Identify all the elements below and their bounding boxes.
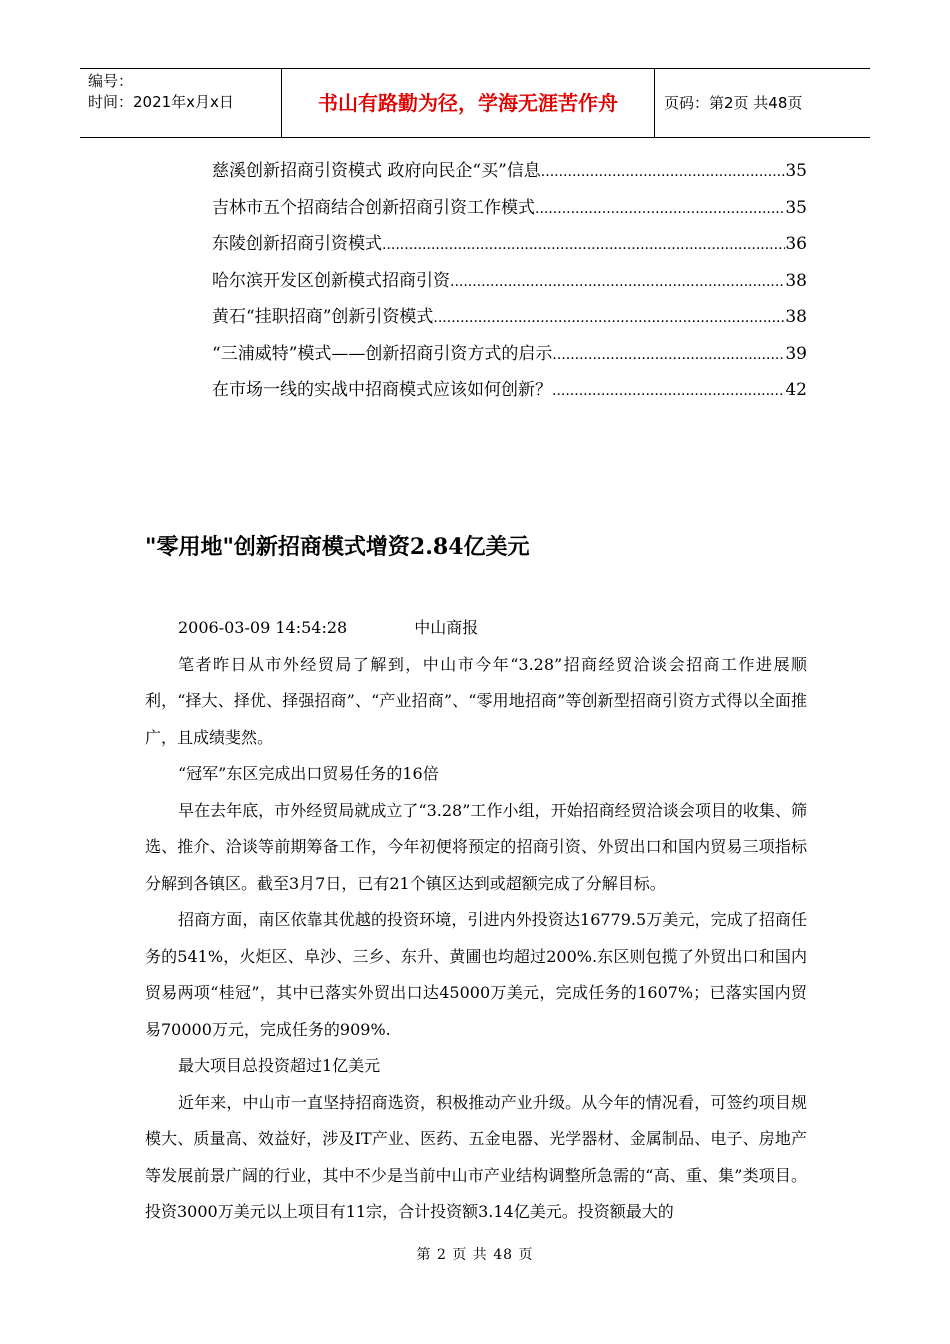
article-title: "零用地"创新招商模式增资2.84亿美元 <box>145 534 530 560</box>
article-paragraph: 近年来，中山市一直坚持招商选资，积极推动产业升级。从今年的情况看，可签约项目规模大、质量高、效益好，涉及IT产业、医药、五金电器、光学器材、金属制品、电子、房地产等发展前景广阔的行业，其中不少是当前中山市产业结构调整所急需的“高、重、集”类项目。投资3000万美元以上项目有11宗，合计投资额3.14亿美元。投资额最大的 <box>145 1092 807 1221</box>
toc-entry-title: 吉林市五个招商结合创新招商引资工作模式 <box>212 197 535 218</box>
toc-entry-page: 42 <box>785 380 807 400</box>
article-date: 2006-03-09 14:54:28 <box>178 618 348 637</box>
header-left <box>80 69 280 137</box>
toc-entry-title: 哈尔滨开发区创新模式招商引资 <box>212 270 450 291</box>
toc-entry-page: 39 <box>785 343 807 364</box>
toc-entry[interactable] <box>212 229 807 266</box>
toc-entry[interactable] <box>212 193 807 230</box>
toc-entry-title: 慈溪创新招商引资模式 政府向民企“买”信息 <box>212 161 541 181</box>
toc-entry[interactable] <box>212 339 807 376</box>
toc-entry-page: 36 <box>785 234 807 254</box>
toc-leader-dots <box>535 194 785 224</box>
toc-entry-page: 35 <box>785 197 807 218</box>
header-date-label: 时间：2021年x月x日 <box>88 93 234 111</box>
article-subheading: “冠军”东区完成出口贸易任务的16倍 <box>178 764 439 783</box>
toc-entry-page: 38 <box>785 307 807 327</box>
toc-entry-title: 东陵创新招商引资模式 <box>212 234 382 254</box>
table-of-contents <box>212 156 807 412</box>
article-source: 中山商报 <box>414 618 479 637</box>
header-motto: 书山有路勤为径，学海无涯苦作舟 <box>281 69 655 137</box>
article-paragraph: 早在去年底，市外经贸局就成立了“3.28”工作小组，开始招商经贸洽谈会项目的收集、筛选、推介、洽谈等前期筹备工作，今年初便将预定的招商引资、外贸出口和国内贸易三项指标分解到各镇区。截至3月7日，已有21个镇区达到或超额完成了分解目标。 <box>145 800 807 893</box>
toc-leader-dots <box>552 376 785 406</box>
toc-entry[interactable] <box>212 156 807 193</box>
toc-entry-title: 黄石“挂职招商”创新引资模式 <box>212 307 434 327</box>
toc-entry[interactable] <box>212 302 807 339</box>
article-paragraph: 笔者昨日从市外经贸局了解到，中山市今年“3.28”招商经贸洽谈会招商工作进展顺利，“择大、择优、择强招商”、“产业招商”、“零用地招商”等创新型招商引资方式得以全面推广，且成绩斐然。 <box>145 654 807 747</box>
article-subheading: 最大项目总投资超过1亿美元 <box>178 1056 381 1075</box>
header-number-label: 编号： <box>88 72 134 90</box>
page-footer: 第 2 页 共 48 页 <box>416 1247 534 1263</box>
page-header <box>80 68 870 138</box>
toc-entry[interactable] <box>212 266 807 303</box>
toc-leader-dots <box>541 157 786 187</box>
toc-leader-dots <box>382 230 785 260</box>
article-meta <box>145 610 807 647</box>
toc-entry-page: 35 <box>785 161 807 181</box>
toc-entry-title: “三浦威特”模式——创新招商引资方式的启示 <box>212 343 553 364</box>
toc-entry[interactable] <box>212 375 807 412</box>
toc-entry-page: 38 <box>785 270 807 291</box>
toc-leader-dots <box>433 303 785 333</box>
toc-leader-dots <box>552 340 785 370</box>
toc-leader-dots <box>450 267 785 297</box>
toc-entry-title: 在市场一线的实战中招商模式应该如何创新？ <box>212 380 552 400</box>
article-body <box>145 610 807 1231</box>
article-paragraph: 招商方面，南区依靠其优越的投资环境，引进内外投资达16779.5万美元，完成了招商任务的541%，火炬区、阜沙、三乡、东升、黄圃也均超过200%.东区则包揽了外贸出口和国内贸易两项“桂冠”，其中已落实外贸出口达45000万美元，完成任务的1607%；已落实国内贸易70000万元，完成任务的909%. <box>145 910 807 1039</box>
header-page-info: 页码：第2页 共48页 <box>664 94 803 112</box>
